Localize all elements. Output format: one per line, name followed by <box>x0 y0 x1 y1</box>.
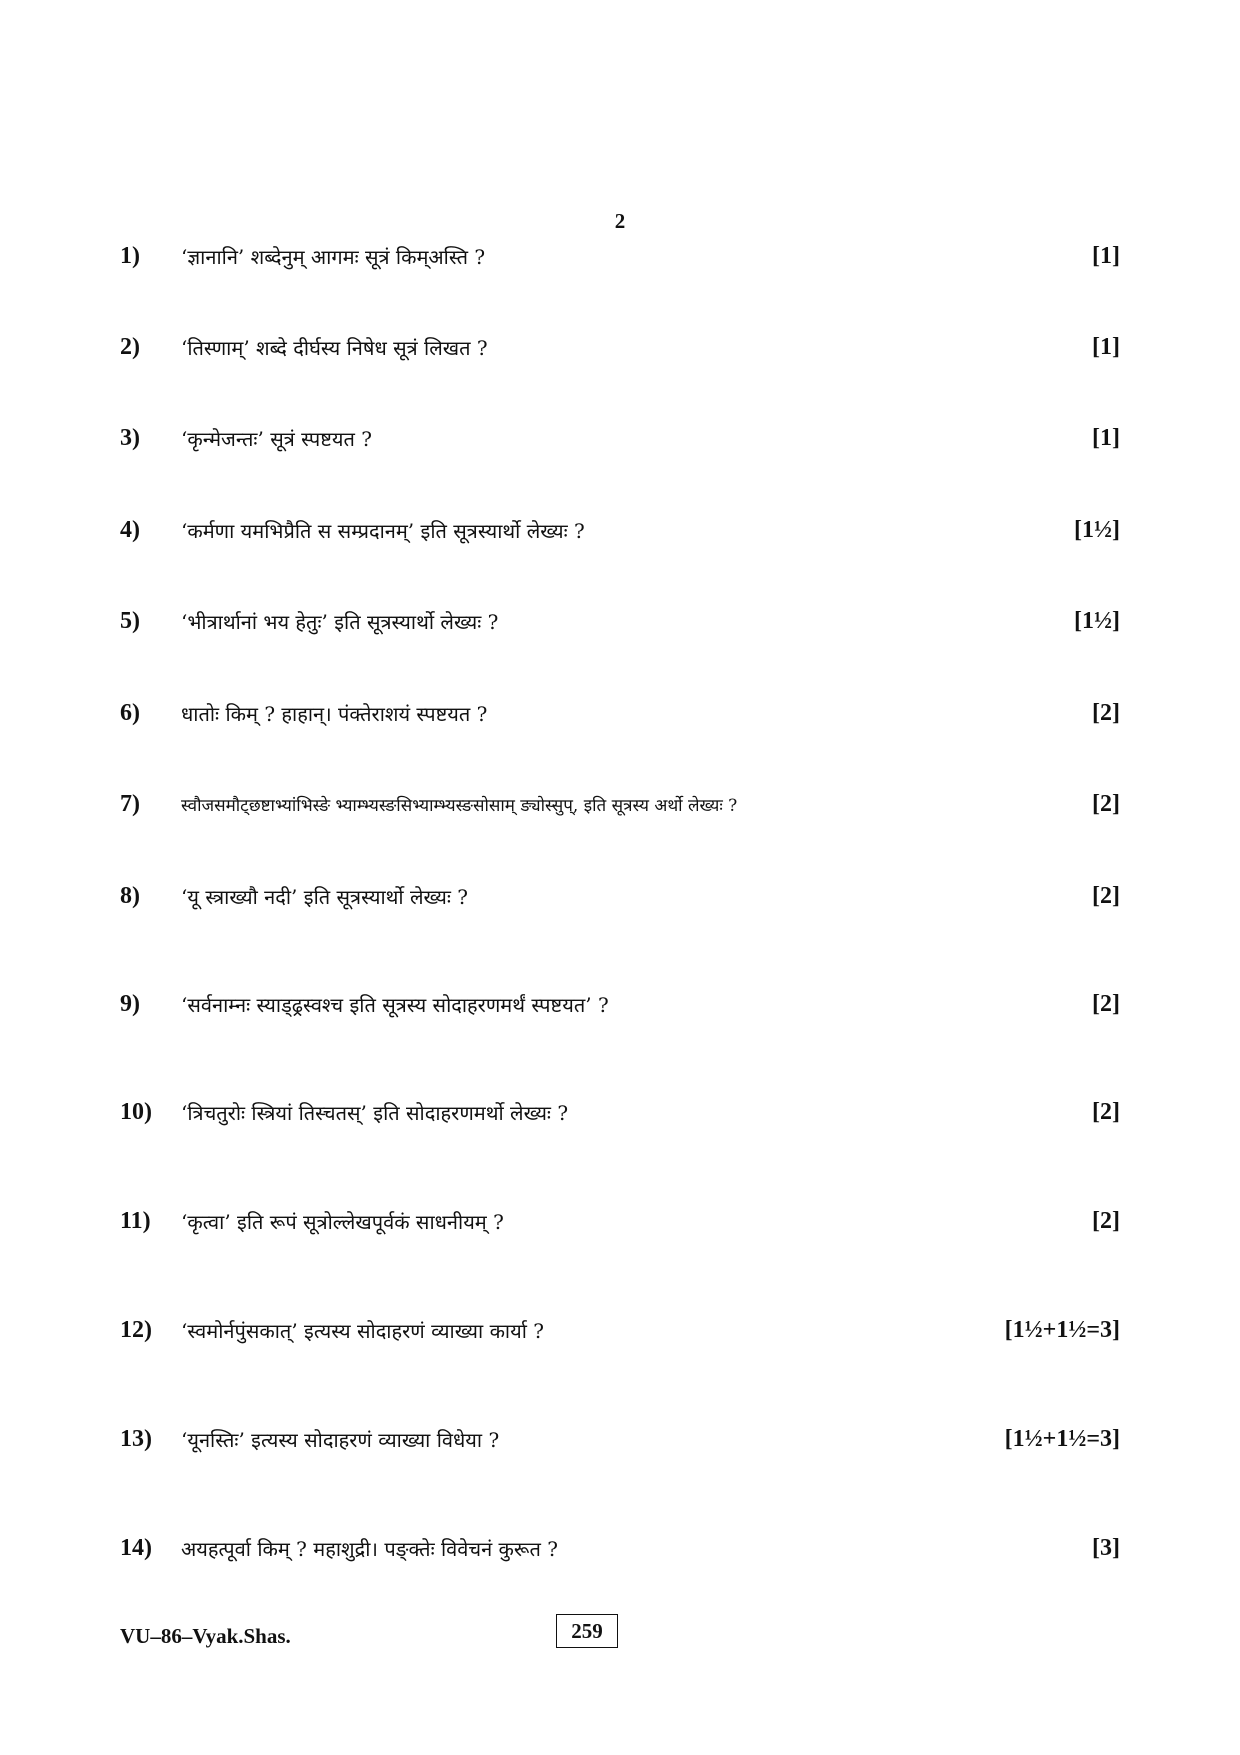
question-number: 2) <box>120 333 140 360</box>
question-item-1 <box>120 236 1120 276</box>
paper-code: VU–86–Vyak.Shas. <box>120 1624 291 1648</box>
question-marks: [1½+1½=3] <box>1004 1316 1120 1343</box>
question-marks: [1] <box>1092 333 1120 360</box>
question-text: ‘कर्मणा यमभिप्रैति स सम्प्रदानम्’ इति सूत्रस्यार्थो लेख्यः ? <box>181 518 585 543</box>
question-marks: [3] <box>1092 1534 1120 1561</box>
question-marks: [1] <box>1092 424 1120 451</box>
question-text: ‘यूनस्तिः’ इत्यस्य सोदाहरणं व्याख्या विधेया ? <box>181 1427 500 1452</box>
question-item-9 <box>120 984 1120 1024</box>
question-item-3 <box>120 418 1120 458</box>
page-number: 2 <box>614 209 626 233</box>
question-number: 12) <box>120 1316 152 1343</box>
question-number: 7) <box>120 790 140 817</box>
question-item-11 <box>120 1201 1120 1241</box>
question-item-7 <box>120 784 1120 824</box>
question-number: 10) <box>120 1098 152 1125</box>
question-number: 9) <box>120 990 140 1017</box>
question-text: ‘त्रिचतुरोः स्त्रियां तिस्चतस्’ इति सोदाहरणमर्थो लेख्यः ? <box>181 1100 569 1125</box>
question-text: ‘तिस्णाम्’ शब्दे दीर्घस्य निषेध सूत्रं लिखत ? <box>181 335 488 360</box>
question-text: ‘सर्वनाम्नः स्याड्ढ्रस्वश्च इति सूत्रस्य सोदाहरणमर्थं स्पष्टयत’ ? <box>181 992 609 1017</box>
question-text: ‘ज्ञानानि’ शब्देनुम् आगमः सूत्रं किम्अस्ति ? <box>181 244 486 269</box>
question-text: ‘स्वमोर्नपुंसकात्’ इत्यस्य सोदाहरणं व्याख्या कार्या ? <box>181 1318 544 1343</box>
question-text: धातोः किम् ? हाहान्। पंक्तेराशयं स्पष्टयत ? <box>181 701 488 726</box>
question-item-2 <box>120 327 1120 367</box>
question-number: 4) <box>120 516 140 543</box>
question-item-4 <box>120 510 1120 550</box>
question-item-14 <box>120 1528 1120 1568</box>
question-item-10 <box>120 1092 1120 1132</box>
question-marks: [2] <box>1092 699 1120 726</box>
question-text: ‘भीत्रार्थानां भय हेतुः’ इति सूत्रस्यार्थो लेख्यः ? <box>181 609 499 634</box>
question-item-6 <box>120 693 1120 733</box>
question-marks: [1] <box>1092 242 1120 269</box>
question-marks: [2] <box>1092 882 1120 909</box>
question-text: ‘कृत्वा’ इति रूपं सूत्रोल्लेखपूर्वकं साधनीयम् ? <box>181 1209 504 1234</box>
question-text: स्वौजसमौट्छष्टाभ्यांभिस्ङे भ्याम्भ्यस्ङसिभ्याम्भ्यस्ङसोसाम् ङ्योस्सुप्, इति सूत्रस्य अर्थो लेख्यः ? <box>181 795 738 816</box>
question-text: ‘यू स्त्राख्यौ नदी’ इति सूत्रस्यार्थो लेख्यः ? <box>181 884 468 909</box>
page-number-box: 259 <box>556 1614 618 1648</box>
question-marks: [1½+1½=3] <box>1004 1425 1120 1452</box>
question-marks: [2] <box>1092 1207 1120 1234</box>
question-number: 14) <box>120 1534 152 1561</box>
question-marks: [2] <box>1092 790 1120 817</box>
question-marks: [1½] <box>1074 607 1120 634</box>
question-marks: [2] <box>1092 990 1120 1017</box>
question-number: 13) <box>120 1425 152 1452</box>
question-item-5 <box>120 601 1120 641</box>
question-number: 8) <box>120 882 140 909</box>
question-marks: [2] <box>1092 1098 1120 1125</box>
question-number: 6) <box>120 699 140 726</box>
question-number: 1) <box>120 242 140 269</box>
question-number: 3) <box>120 424 140 451</box>
question-number: 5) <box>120 607 140 634</box>
question-item-12 <box>120 1310 1120 1350</box>
question-marks: [1½] <box>1074 516 1120 543</box>
question-item-8 <box>120 876 1120 916</box>
question-item-13 <box>120 1419 1120 1459</box>
question-text: अयहत्पूर्वा किम् ? महाशुद्री। पङ्क्तेः विवेचनं कुरूत ? <box>181 1536 558 1561</box>
question-text: ‘कृन्मेजन्तः’ सूत्रं स्पष्टयत ? <box>181 426 373 451</box>
question-number: 11) <box>120 1207 151 1234</box>
